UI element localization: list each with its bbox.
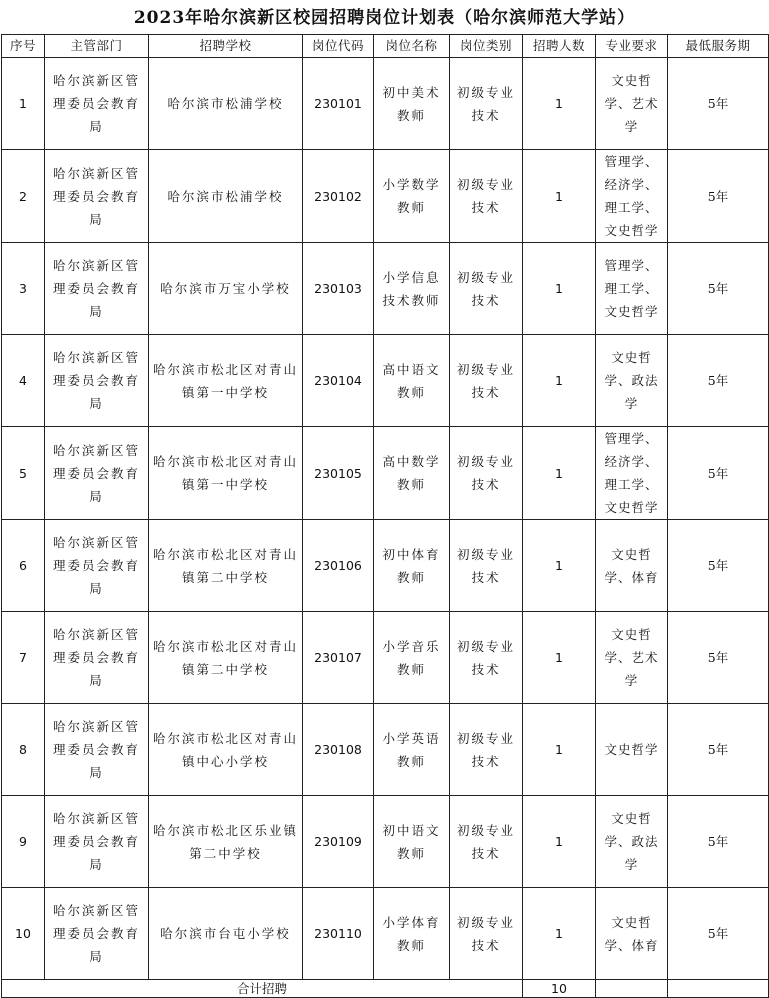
cell-category: 初级专业技术 [450,612,523,704]
cell-code: 230105 [303,427,374,520]
cell-no: 4 [2,335,45,427]
table-row [2,335,769,427]
cell-major: 管理学、经济学、理工学、文史哲学 [596,150,668,243]
header-major: 专业要求 [596,35,668,58]
cell-position: 高中语文教师 [374,335,450,427]
table-row [2,888,769,980]
cell-position: 小学英语教师 [374,704,450,796]
cell-service: 5年 [668,520,769,612]
cell-major: 管理学、经济学、理工学、文史哲学 [596,427,668,520]
cell-service: 5年 [668,704,769,796]
cell-service: 5年 [668,427,769,520]
cell-code: 230109 [303,796,374,888]
cell-dept: 哈尔滨新区管理委员会教育局 [45,58,149,150]
cell-service: 5年 [668,58,769,150]
header-service: 最低服务期 [668,35,769,58]
cell-count: 1 [523,243,596,335]
cell-dept: 哈尔滨新区管理委员会教育局 [45,335,149,427]
cell-count: 1 [523,58,596,150]
cell-school: 哈尔滨市台屯小学校 [149,888,303,980]
table-row [2,796,769,888]
table-body [2,58,769,998]
cell-no: 6 [2,520,45,612]
total-service-empty [668,980,769,998]
cell-code: 230107 [303,612,374,704]
cell-position: 小学音乐教师 [374,612,450,704]
total-label: 合计招聘 [2,980,523,998]
cell-category: 初级专业技术 [450,58,523,150]
cell-service: 5年 [668,612,769,704]
cell-code: 230104 [303,335,374,427]
recruitment-plan-table [1,34,769,998]
cell-position: 初中语文教师 [374,796,450,888]
total-row [2,980,769,998]
header-school: 招聘学校 [149,35,303,58]
cell-no: 8 [2,704,45,796]
total-major-empty [596,980,668,998]
cell-dept: 哈尔滨新区管理委员会教育局 [45,427,149,520]
cell-count: 1 [523,520,596,612]
cell-school: 哈尔滨市松北区对青山镇中心小学校 [149,704,303,796]
cell-dept: 哈尔滨新区管理委员会教育局 [45,612,149,704]
cell-no: 9 [2,796,45,888]
cell-dept: 哈尔滨新区管理委员会教育局 [45,704,149,796]
cell-code: 230103 [303,243,374,335]
cell-major: 文史哲学、艺术学 [596,58,668,150]
cell-dept: 哈尔滨新区管理委员会教育局 [45,243,149,335]
cell-service: 5年 [668,888,769,980]
cell-count: 1 [523,796,596,888]
cell-code: 230108 [303,704,374,796]
cell-major: 管理学、理工学、文史哲学 [596,243,668,335]
cell-service: 5年 [668,243,769,335]
cell-school: 哈尔滨市松北区对青山镇第一中学校 [149,427,303,520]
cell-code: 230106 [303,520,374,612]
cell-school: 哈尔滨市松浦学校 [149,150,303,243]
cell-no: 3 [2,243,45,335]
cell-major: 文史哲学、体育 [596,520,668,612]
cell-service: 5年 [668,335,769,427]
header-row [2,35,769,58]
cell-school: 哈尔滨市松北区乐业镇第二中学校 [149,796,303,888]
cell-no: 5 [2,427,45,520]
cell-count: 1 [523,150,596,243]
cell-no: 7 [2,612,45,704]
cell-dept: 哈尔滨新区管理委员会教育局 [45,888,149,980]
cell-school: 哈尔滨市松北区对青山镇第二中学校 [149,520,303,612]
cell-service: 5年 [668,150,769,243]
header-position: 岗位名称 [374,35,450,58]
header-dept: 主管部门 [45,35,149,58]
cell-category: 初级专业技术 [450,520,523,612]
cell-position: 初中美术教师 [374,58,450,150]
cell-count: 1 [523,888,596,980]
document-title: 2023年哈尔滨新区校园招聘岗位计划表（哈尔滨师范大学站） [133,8,636,28]
cell-dept: 哈尔滨新区管理委员会教育局 [45,520,149,612]
cell-school: 哈尔滨市松北区对青山镇第一中学校 [149,335,303,427]
cell-category: 初级专业技术 [450,704,523,796]
table-row [2,243,769,335]
cell-school: 哈尔滨市万宝小学校 [149,243,303,335]
table-row [2,427,769,520]
header-no: 序号 [2,35,45,58]
table-row [2,150,769,243]
cell-major: 文史哲学、政法学 [596,796,668,888]
header-code: 岗位代码 [303,35,374,58]
cell-service: 5年 [668,796,769,888]
cell-dept: 哈尔滨新区管理委员会教育局 [45,150,149,243]
cell-count: 1 [523,335,596,427]
cell-major: 文史哲学、艺术学 [596,612,668,704]
cell-code: 230102 [303,150,374,243]
cell-category: 初级专业技术 [450,243,523,335]
cell-position: 高中数学教师 [374,427,450,520]
cell-count: 1 [523,427,596,520]
cell-dept: 哈尔滨新区管理委员会教育局 [45,796,149,888]
cell-position: 小学数学教师 [374,150,450,243]
table-row [2,58,769,150]
cell-major: 文史哲学 [596,704,668,796]
cell-category: 初级专业技术 [450,888,523,980]
cell-position: 初中体育教师 [374,520,450,612]
total-count: 10 [523,980,596,998]
cell-count: 1 [523,612,596,704]
cell-count: 1 [523,704,596,796]
cell-category: 初级专业技术 [450,427,523,520]
cell-category: 初级专业技术 [450,335,523,427]
cell-no: 1 [2,58,45,150]
table-row [2,612,769,704]
header-category: 岗位类别 [450,35,523,58]
header-count: 招聘人数 [523,35,596,58]
cell-position: 小学信息技术教师 [374,243,450,335]
cell-category: 初级专业技术 [450,796,523,888]
cell-no: 2 [2,150,45,243]
cell-category: 初级专业技术 [450,150,523,243]
table-row [2,704,769,796]
cell-school: 哈尔滨市松北区对青山镇第二中学校 [149,612,303,704]
cell-code: 230101 [303,58,374,150]
cell-major: 文史哲学、体育 [596,888,668,980]
cell-position: 小学体育教师 [374,888,450,980]
cell-no: 10 [2,888,45,980]
cell-code: 230110 [303,888,374,980]
cell-major: 文史哲学、政法学 [596,335,668,427]
cell-school: 哈尔滨市松浦学校 [149,58,303,150]
table-row [2,520,769,612]
